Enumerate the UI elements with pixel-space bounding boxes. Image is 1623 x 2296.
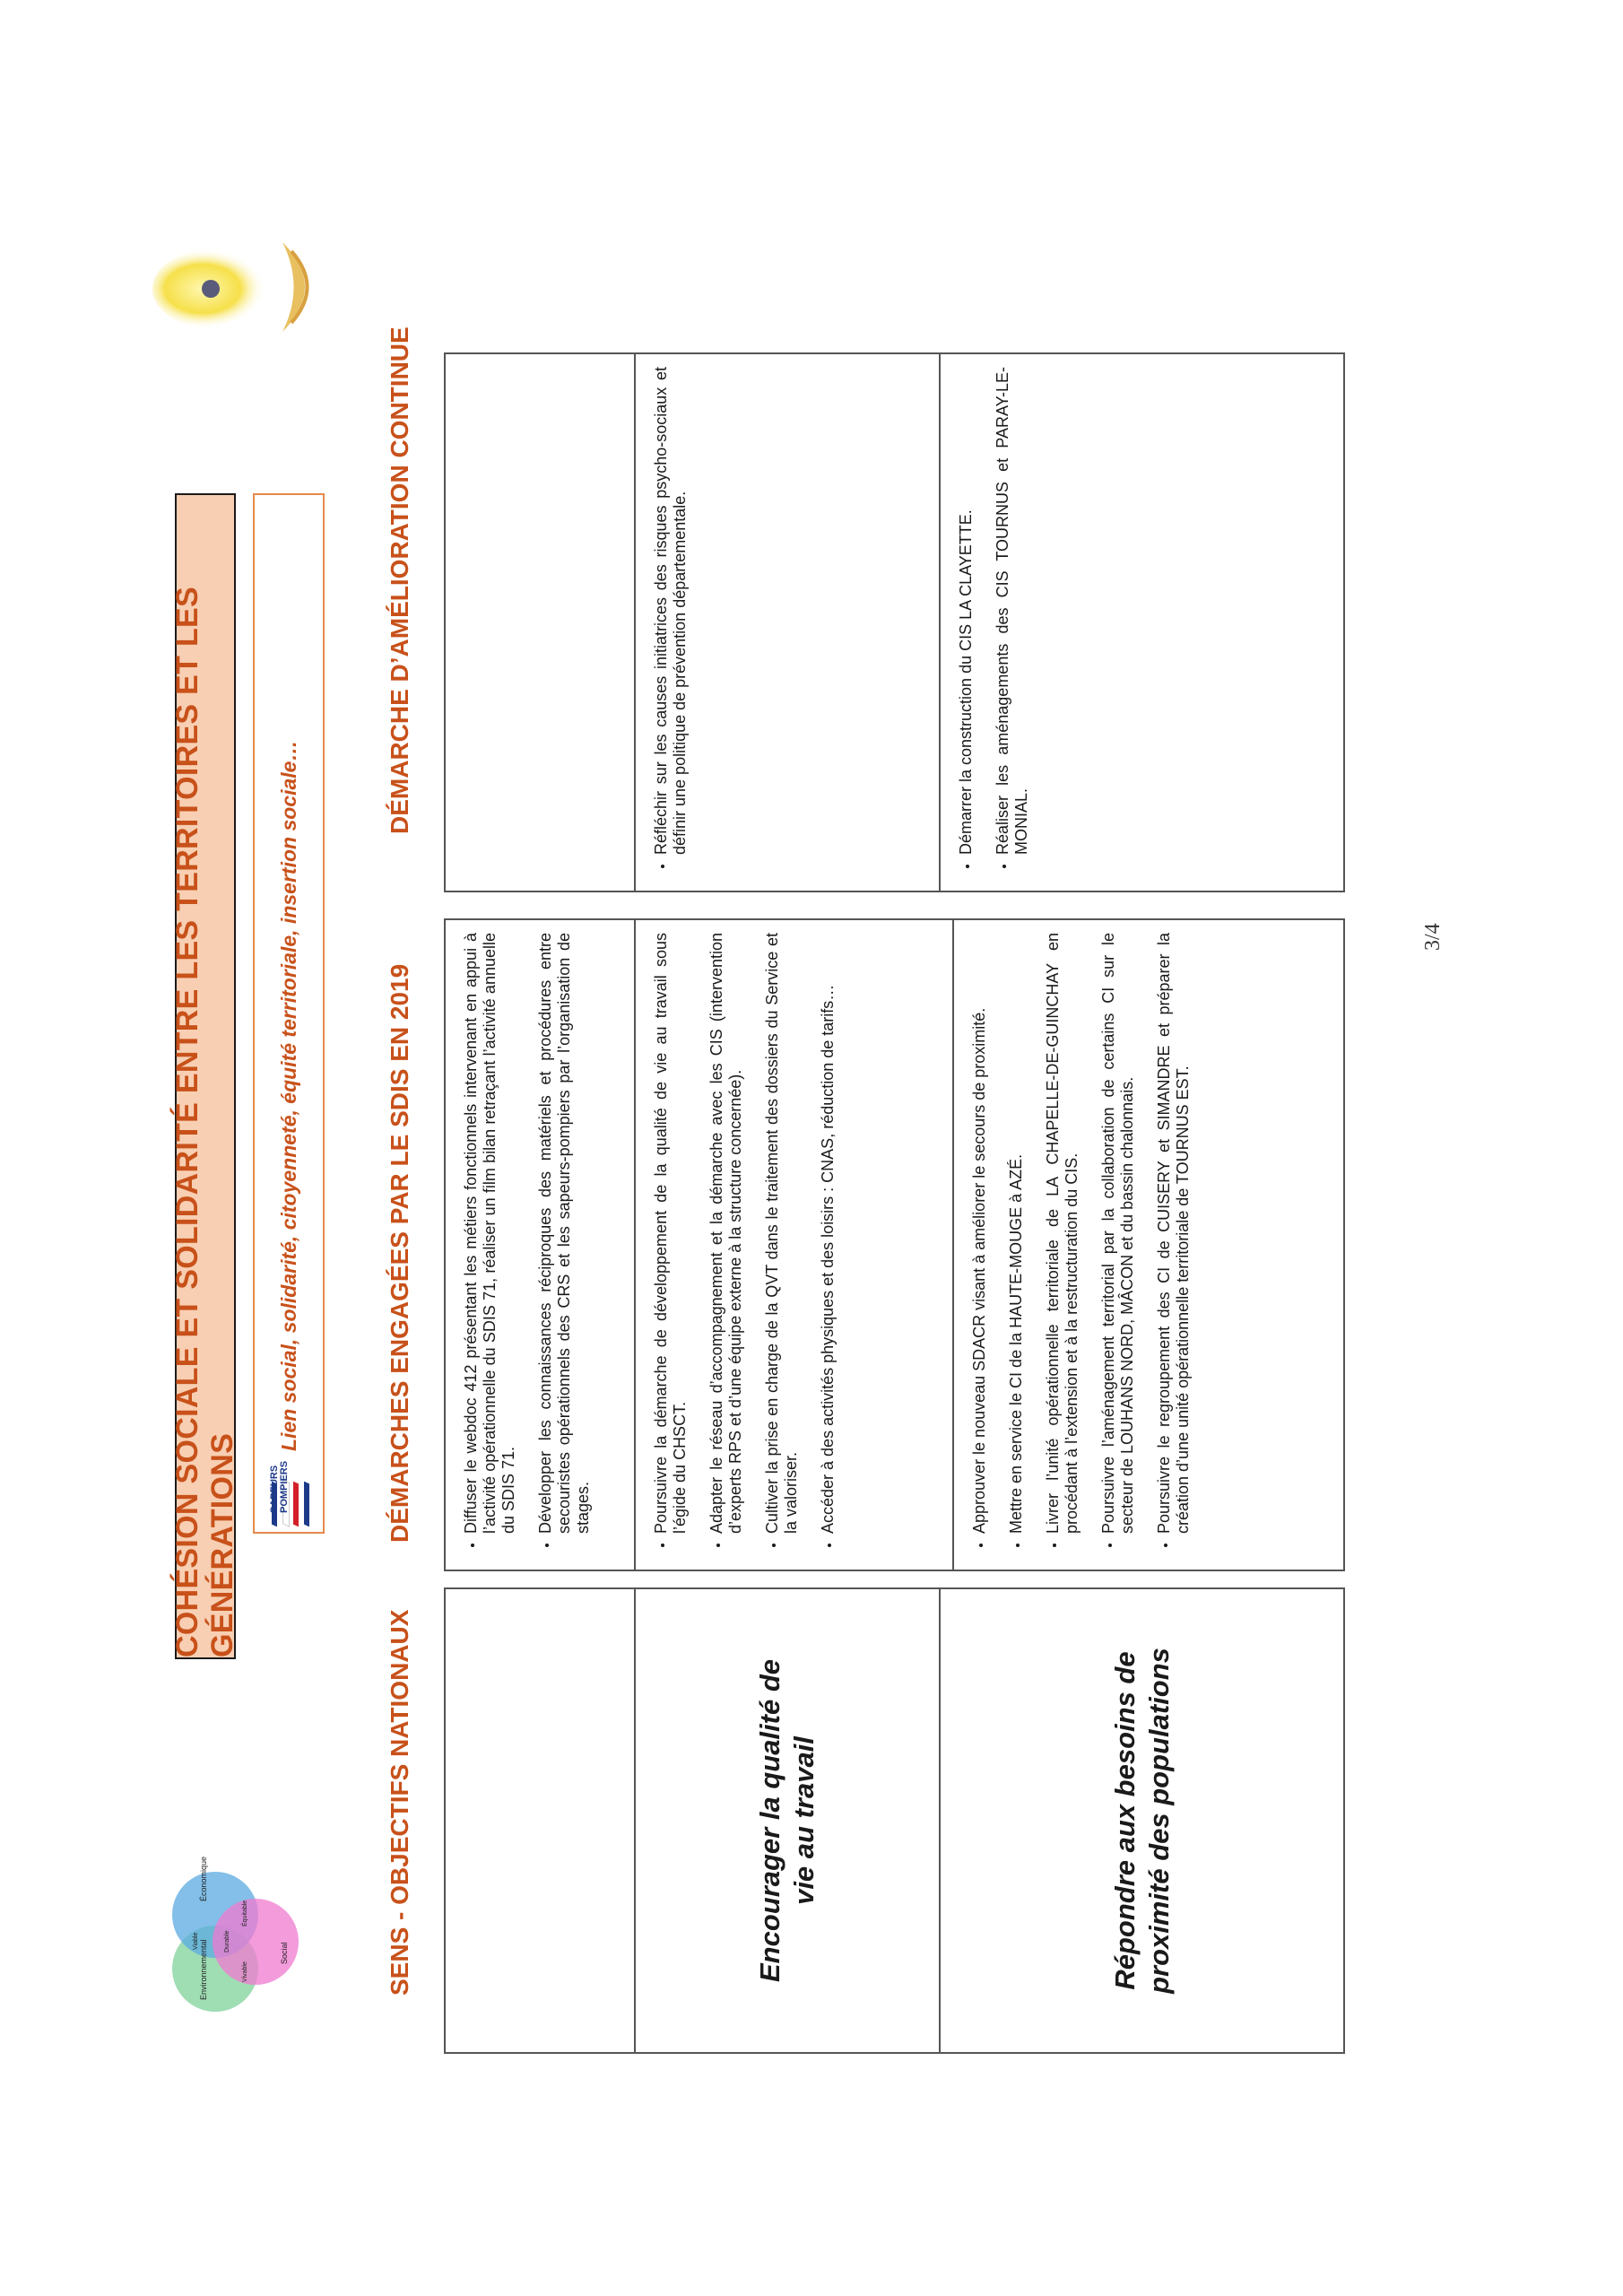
flame-logo-icon (148, 233, 327, 341)
heading-continuous-improvement: DÉMARCHE D’AMÉLIORATION CONTINUE (386, 326, 413, 834)
venn-label-economic: Économique (199, 1857, 208, 1901)
actions-cell-3 (952, 920, 1343, 1570)
list-item: • Démarrer la construction du CIS LA CLAYETTE. (957, 367, 976, 855)
venn-label-durable: Durable (224, 1930, 230, 1952)
sapeurs-pompiers-logo (265, 1460, 318, 1529)
list-item: • Accéder à des activités physiques et des loisirs : CNAS, réduction de tarifs… (819, 933, 838, 1534)
actions-cell-1 (446, 920, 634, 1570)
objective-cell-proximity (939, 1589, 1343, 2052)
list-item: • Poursuivre l’aménagement territorial par la collaboration de certains CI sur le secteur de LOUHANS NORD, MÂCON et du bassin chalonnais. (1099, 933, 1137, 1534)
improvement-cell-3 (939, 354, 1343, 891)
heading-sdis-actions: DÉMARCHES ENGAGÉES PAR LE SDIS EN 2019 (386, 963, 413, 1543)
venn-label-social: Social (280, 1942, 289, 1964)
sustainability-venn-logo (161, 1857, 305, 2027)
list-item: • Mettre en service le CI de la HAUTE-MOUGE à AZÉ. (1007, 933, 1026, 1534)
venn-label-livable: Vivable (242, 1961, 248, 1982)
subtitle-text: Lien social, solidarité, citoyenneté, équité territoriale, insertion sociale… (276, 740, 300, 1451)
list-item: • Approuver le nouveau SDACR visant à améliorer le secours de proximité. (970, 933, 989, 1534)
list-item: • Développer les connaissances réciproques des matériels et procédures entre secouristes opérationnels des CRS et les sapeurs-pompiers par l’organisation de stages. (536, 933, 593, 1534)
improvement-table (444, 352, 1345, 892)
list-item: • Livrer l’unité opérationnelle territoriale de LA CHAPELLE-DE-GUINCHAY en procédant à l’extension et à la restructuration du CIS. (1044, 933, 1081, 1534)
sapeurs-pompiers-logo-text: SAPEURS POMPIERS (269, 1460, 290, 1513)
actions-cell-2 (634, 920, 952, 1570)
objective-cell-quality-of-life (634, 1589, 939, 2052)
list-item: • Adapter le réseau d’accompagnement et la démarche avec les CIS (intervention d’experts RPS et d’une équipe externe à la structure concernée). (707, 933, 745, 1534)
actions-table (444, 918, 1345, 1571)
improvement-cell-1 (446, 354, 634, 891)
objective-cell-1 (446, 1589, 634, 2052)
objective-text: Encourager la qualité de vie au travail (754, 1658, 820, 1983)
objective-text: Répondre aux besoins de proximité des populations (1108, 1648, 1175, 1994)
venn-label-environment: Environnemental (199, 1939, 208, 2000)
list-item: • Poursuivre la démarche de développement de la qualité de vie au travail sous l’égide du CHSCT. (652, 933, 690, 1534)
improvement-cell-2 (634, 354, 939, 891)
venn-label-viable: Viable (193, 1932, 199, 1950)
subtitle-box (253, 493, 325, 1534)
venn-label-equitable: Équitable (242, 1900, 248, 1926)
page-title: COHÉSION SOCIALE ET SOLIDARITÉ ENTRE LES TERRITOIRES ET LES GÉNÉRATIONS (170, 587, 239, 1657)
list-item: • Poursuivre le regroupement des CI de CUISERY et SIMANDRE et préparer la création d’une unité opérationnelle territoriale de TOURNUS EST. (1155, 933, 1193, 1534)
list-item: • Cultiver la prise en charge de la QVT dans le traitement des dossiers du Service et la valoriser. (763, 933, 801, 1534)
list-item: • Diffuser le webdoc 412 présentant les métiers fonctionnels intervenant en appui à l’activité opérationnelle du SDIS 71, réaliser un film bilan retraçant l’activité annuelle du SDIS 71. (462, 933, 518, 1534)
heading-national-objectives: SENS - OBJECTIFS NATIONAUX (386, 1609, 413, 1996)
title-banner (170, 493, 239, 1659)
page-number: 3/4 (1421, 923, 1445, 951)
list-item: • Réaliser les aménagements des CIS TOURNUS et PARAY-LE-MONIAL. (994, 367, 1031, 855)
list-item: • Réfléchir sur les causes initiatrices des risques psycho-sociaux et définir une politique de prévention départementale. (652, 367, 690, 855)
objectives-table (444, 1587, 1345, 2054)
